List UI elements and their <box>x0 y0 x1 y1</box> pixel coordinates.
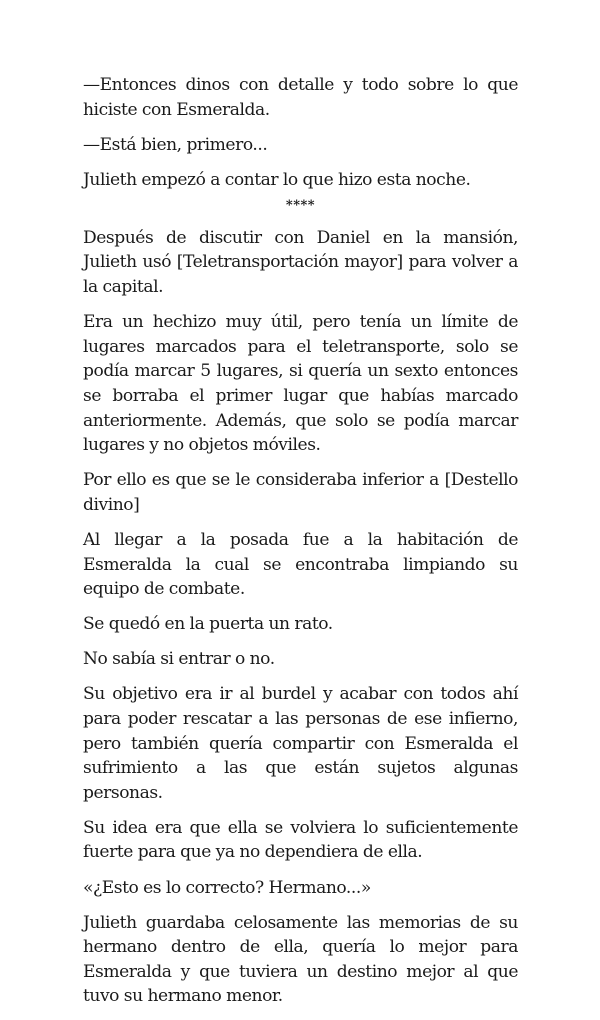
paragraph: «¿Esto es lo correcto? Hermano...» <box>83 877 371 898</box>
paragraph: Se quedó en la puerta un rato. <box>83 614 333 635</box>
paragraph: Después de discutir con Daniel en la mansión, Julieth usó [Teletransportación mayor] para volver a la capital. <box>83 227 518 298</box>
paragraph: Julieth guardaba celosamente las memorias de su hermano dentro de ella, quería lo mejor para Esmeralda y que tuviera un destino mejor al que tuvo su hermano menor. <box>83 912 518 1007</box>
paragraph: No sabía si entrar o no. <box>83 649 275 670</box>
paragraph: Era un hechizo muy útil, pero tenía un límite de lugares marcados para el teletransporte, solo se podía marcar 5 lugares, si quería un sexto entonces se borraba el primer lugar que habías marcado anteriormente. Además, que solo se podía marcar lugares y no objetos móviles. <box>83 312 518 456</box>
paragraph: Por ello es que se le consideraba inferior a [Destello divino] <box>83 470 518 515</box>
scene-separator: **** <box>285 197 316 213</box>
paragraph: —Está bien, primero... <box>83 134 268 155</box>
paragraph: Julieth empezó a contar lo que hizo esta noche. <box>83 169 471 190</box>
book-page <box>83 73 518 1020</box>
paragraph: Su objetivo era ir al burdel y acabar con todos ahí para poder rescatar a las personas de ese infierno, pero también quería compartir con Esmeralda el sufrimiento a las que están sujetos algunas personas. <box>83 684 518 803</box>
paragraph: Al llegar a la posada fue a la habitación de Esmeralda la cual se encontraba limpiando su equipo de combate. <box>83 529 518 600</box>
paragraph: —Entonces dinos con detalle y todo sobre lo que hiciste con Esmeralda. <box>83 75 518 120</box>
paragraph: Su idea era que ella se volviera lo suficientemente fuerte para que ya no dependiera de ella. <box>83 817 518 863</box>
